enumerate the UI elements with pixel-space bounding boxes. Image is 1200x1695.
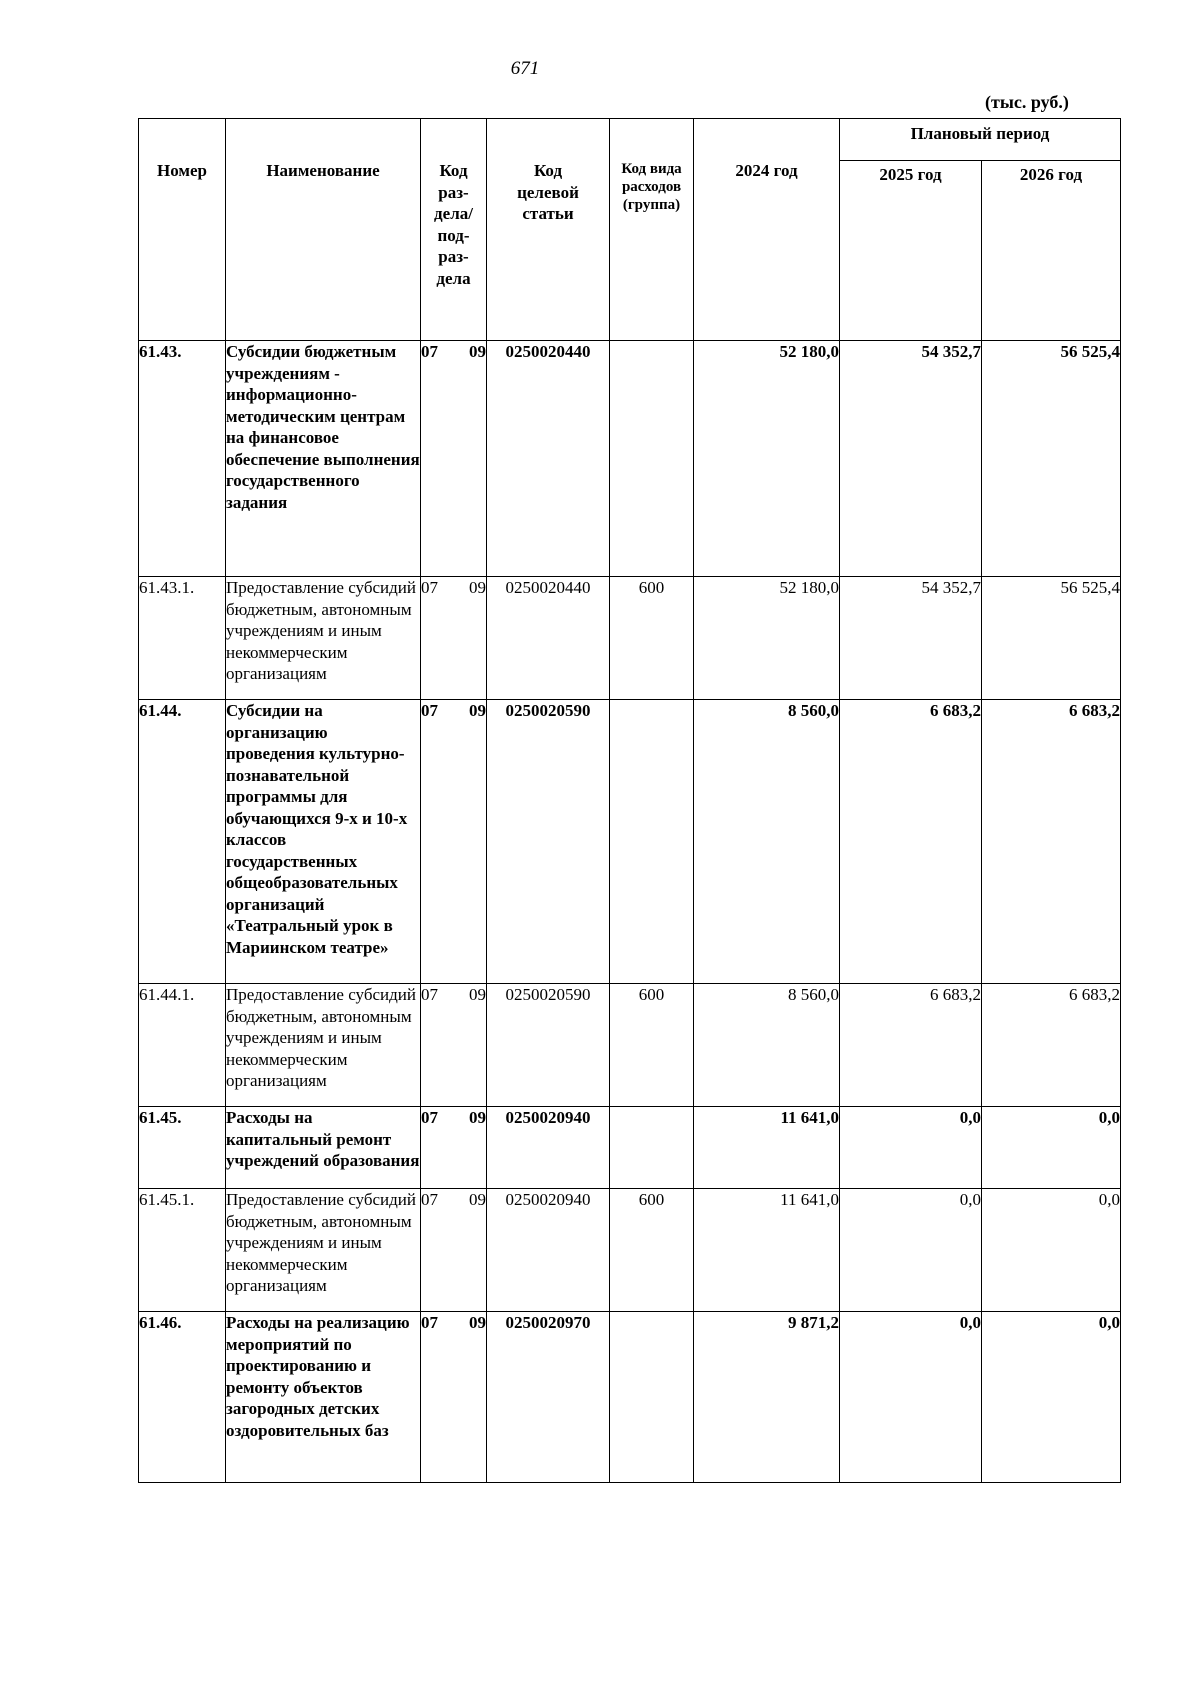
row-amount-2024: 11 641,0	[694, 1189, 840, 1312]
section-code: 07	[421, 1108, 438, 1127]
row-kvr	[610, 1312, 694, 1483]
subsection-code: 09	[469, 342, 486, 361]
row-number: 61.44.	[139, 700, 226, 984]
header-2026: 2026 год	[982, 161, 1121, 341]
row-amount-2024: 52 180,0	[694, 577, 840, 700]
row-amount-2024: 52 180,0	[694, 341, 840, 577]
subsection-code: 09	[469, 701, 486, 720]
row-amount-2026: 56 525,4	[982, 341, 1121, 577]
header-2024: 2024 год	[694, 119, 840, 341]
section-code: 07	[421, 342, 438, 361]
row-section-code	[421, 341, 487, 577]
row-amount-2025: 6 683,2	[840, 700, 982, 984]
section-code: 07	[421, 985, 438, 1004]
row-amount-2025: 54 352,7	[840, 341, 982, 577]
table-row	[139, 341, 1121, 577]
row-number: 61.45.	[139, 1107, 226, 1189]
subsection-code: 09	[469, 1108, 486, 1127]
row-kvr: 600	[610, 577, 694, 700]
row-number: 61.43.	[139, 341, 226, 577]
table-row	[139, 700, 1121, 984]
row-amount-2026: 0,0	[982, 1312, 1121, 1483]
subsection-code: 09	[469, 1190, 486, 1209]
budget-table	[138, 118, 1121, 1483]
units-label: (тыс. руб.)	[985, 92, 1069, 112]
header-name: Наименование	[226, 119, 421, 341]
row-section-code	[421, 1107, 487, 1189]
section-code: 07	[421, 1190, 438, 1209]
header-2025: 2025 год	[840, 161, 982, 341]
header-section: Код раз- дела/ под- раз- дела	[421, 119, 487, 341]
row-section-code	[421, 700, 487, 984]
table-row	[139, 984, 1121, 1107]
header-row	[139, 119, 1121, 161]
row-name: Предоставление субсидий бюджетным, автономным учреждениям и иным некоммерческим организациям	[226, 1189, 421, 1312]
row-amount-2026: 6 683,2	[982, 984, 1121, 1107]
header-target: Код целевой статьи	[487, 119, 610, 341]
subsection-code: 09	[469, 985, 486, 1004]
row-amount-2024: 9 871,2	[694, 1312, 840, 1483]
row-section-code	[421, 1189, 487, 1312]
row-amount-2025: 6 683,2	[840, 984, 982, 1107]
row-amount-2025: 0,0	[840, 1189, 982, 1312]
header-kvr: Код вида расходов (группа)	[610, 119, 694, 341]
row-kvr: 600	[610, 1189, 694, 1312]
header-number: Номер	[139, 119, 226, 341]
row-name: Субсидии на организацию проведения культурно-познавательной программы для обучающихся 9-х и 10-х классов государственных общеобразовательных организаций «Театральный урок в Мариинском театре»	[226, 700, 421, 984]
row-target-code: 0250020970	[487, 1312, 610, 1483]
row-amount-2024: 8 560,0	[694, 700, 840, 984]
row-name: Предоставление субсидий бюджетным, автономным учреждениям и иным некоммерческим организациям	[226, 984, 421, 1107]
row-amount-2024: 8 560,0	[694, 984, 840, 1107]
header-plan-period: Плановый период	[840, 119, 1121, 161]
table-row	[139, 1189, 1121, 1312]
table-row	[139, 1107, 1121, 1189]
row-name: Расходы на реализацию мероприятий по проектированию и ремонту объектов загородных детских оздоровительных баз	[226, 1312, 421, 1483]
row-kvr	[610, 341, 694, 577]
row-kvr	[610, 1107, 694, 1189]
table-body	[139, 341, 1121, 1483]
row-target-code: 0250020440	[487, 577, 610, 700]
row-number: 61.44.1.	[139, 984, 226, 1107]
row-amount-2026: 6 683,2	[982, 700, 1121, 984]
subsection-code: 09	[469, 1313, 486, 1332]
row-name: Субсидии бюджетным учреждениям - информационно-методическим центрам на финансовое обеспечение выполнения государственного задания	[226, 341, 421, 577]
row-section-code	[421, 1312, 487, 1483]
row-target-code: 0250020590	[487, 984, 610, 1107]
row-amount-2025: 0,0	[840, 1107, 982, 1189]
row-number: 61.43.1.	[139, 577, 226, 700]
row-target-code: 0250020440	[487, 341, 610, 577]
row-amount-2025: 54 352,7	[840, 577, 982, 700]
row-target-code: 0250020940	[487, 1189, 610, 1312]
row-name: Предоставление субсидий бюджетным, автономным учреждениям и иным некоммерческим организациям	[226, 577, 421, 700]
section-code: 07	[421, 578, 438, 597]
page-number: 671	[510, 58, 540, 79]
row-target-code: 0250020940	[487, 1107, 610, 1189]
row-section-code	[421, 577, 487, 700]
row-number: 61.45.1.	[139, 1189, 226, 1312]
row-amount-2024: 11 641,0	[694, 1107, 840, 1189]
section-code: 07	[421, 1313, 438, 1332]
row-amount-2026: 0,0	[982, 1107, 1121, 1189]
section-code: 07	[421, 701, 438, 720]
table-row	[139, 1312, 1121, 1483]
row-kvr: 600	[610, 984, 694, 1107]
row-number: 61.46.	[139, 1312, 226, 1483]
row-amount-2026: 0,0	[982, 1189, 1121, 1312]
table-row	[139, 577, 1121, 700]
subsection-code: 09	[469, 578, 486, 597]
row-name: Расходы на капитальный ремонт учреждений образования	[226, 1107, 421, 1189]
row-section-code	[421, 984, 487, 1107]
row-target-code: 0250020590	[487, 700, 610, 984]
row-amount-2025: 0,0	[840, 1312, 982, 1483]
row-amount-2026: 56 525,4	[982, 577, 1121, 700]
row-kvr	[610, 700, 694, 984]
